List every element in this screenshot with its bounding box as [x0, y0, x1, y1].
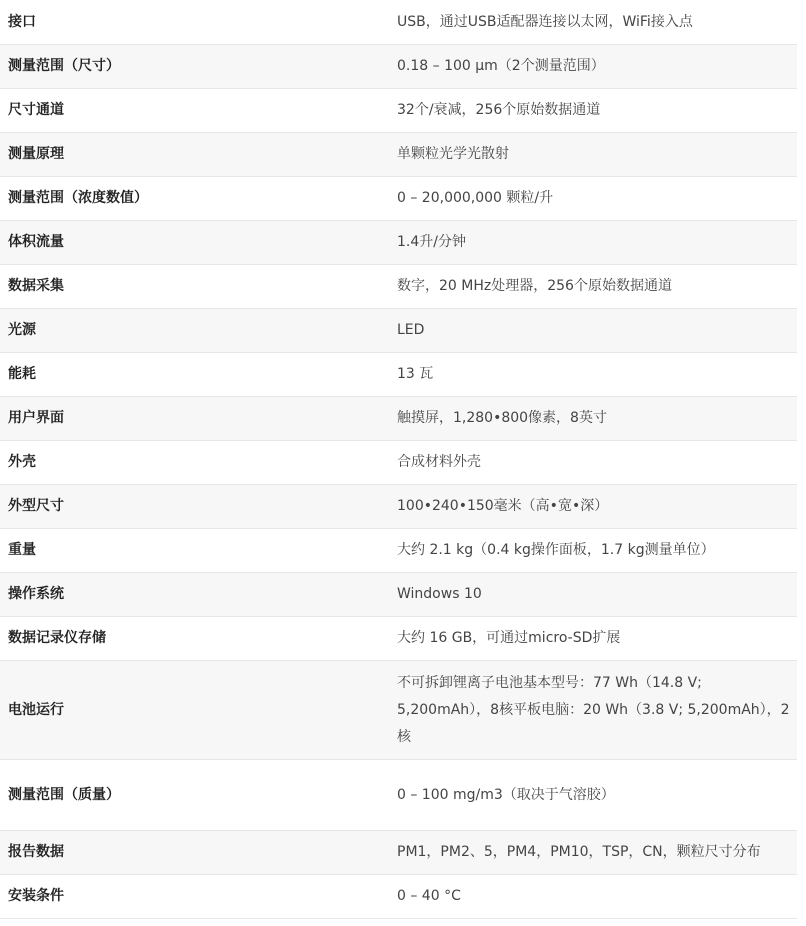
- spec-row: [0, 353, 797, 397]
- spec-row: [0, 573, 797, 617]
- spec-label: 测量范围（浓度数值）: [8, 190, 148, 206]
- spec-label: 外壳: [8, 454, 36, 470]
- spec-row: [0, 45, 797, 89]
- spec-value: Windows 10: [397, 586, 482, 602]
- spec-row: [0, 485, 797, 529]
- spec-label: 测量原理: [8, 146, 64, 162]
- spec-row: [0, 529, 797, 573]
- spec-value: 大约 2.1 kg（0.4 kg操作面板，1.7 kg测量单位）: [397, 542, 715, 558]
- spec-value: 13 瓦: [397, 366, 434, 382]
- spec-label: 数据记录仪存储: [8, 630, 106, 646]
- spec-label: 用户界面: [8, 410, 64, 426]
- spec-value: 0 – 40 °C: [397, 888, 461, 904]
- spec-row: [0, 0, 797, 45]
- spec-row: [0, 397, 797, 441]
- spec-label: 操作系统: [8, 586, 64, 602]
- spec-row: [0, 760, 797, 831]
- spec-label: 数据采集: [8, 278, 64, 294]
- spec-row: [0, 309, 797, 353]
- spec-label: 电池运行: [8, 701, 64, 718]
- spec-value: 数字，20 MHz处理器，256个原始数据通道: [397, 278, 672, 294]
- spec-value: 单颗粒光学光散射: [397, 146, 509, 162]
- spec-label: 外型尺寸: [8, 498, 64, 514]
- spec-row: [0, 221, 797, 265]
- spec-value: 1.4升/分钟: [397, 234, 466, 250]
- spec-row: [0, 661, 797, 760]
- spec-label: 接口: [8, 13, 36, 30]
- spec-value: 大约 16 GB，可通过micro-SD扩展: [397, 630, 621, 646]
- spec-label: 尺寸通道: [8, 102, 64, 118]
- spec-label: 测量范围（质量）: [8, 786, 120, 803]
- spec-label: 光源: [8, 322, 36, 338]
- spec-row: [0, 831, 797, 875]
- spec-label: 报告数据: [8, 844, 64, 860]
- spec-row: [0, 617, 797, 661]
- spec-row: [0, 89, 797, 133]
- spec-value: 100•240•150毫米（高•宽•深）: [397, 498, 609, 514]
- spec-value: 0.18 – 100 µm（2个测量范围）: [397, 58, 605, 74]
- spec-row: [0, 441, 797, 485]
- spec-value: 0 – 20,000,000 颗粒/升: [397, 190, 554, 206]
- spec-value: 触摸屏，1,280•800像素，8英寸: [397, 410, 607, 426]
- spec-value: 0 – 100 mg/m3（取决于气溶胶）: [397, 786, 615, 803]
- spec-row: [0, 265, 797, 309]
- spec-label: 能耗: [8, 366, 36, 382]
- spec-row: [0, 177, 797, 221]
- spec-value: USB，通过USB适配器连接以太网，WiFi接入点: [397, 13, 693, 30]
- spec-label: 体积流量: [8, 234, 64, 250]
- spec-label: 安装条件: [8, 888, 64, 904]
- spec-label: 测量范围（尺寸）: [8, 58, 120, 74]
- spec-label: 重量: [8, 542, 36, 558]
- spec-value: 32个/衰减，256个原始数据通道: [397, 102, 601, 118]
- spec-row: [0, 875, 797, 919]
- spec-value: 合成材料外壳: [397, 454, 481, 470]
- spec-value: LED: [397, 322, 425, 338]
- spec-value: PM1，PM2、5，PM4，PM10，TSP，CN，颗粒尺寸分布: [397, 844, 761, 860]
- spec-value: 不可拆卸锂离子电池基本型号：77 Wh（14.8 V; 5,200mAh），8核平板电脑：20 Wh（3.8 V; 5,200mAh），2核: [397, 674, 790, 745]
- spec-row: [0, 133, 797, 177]
